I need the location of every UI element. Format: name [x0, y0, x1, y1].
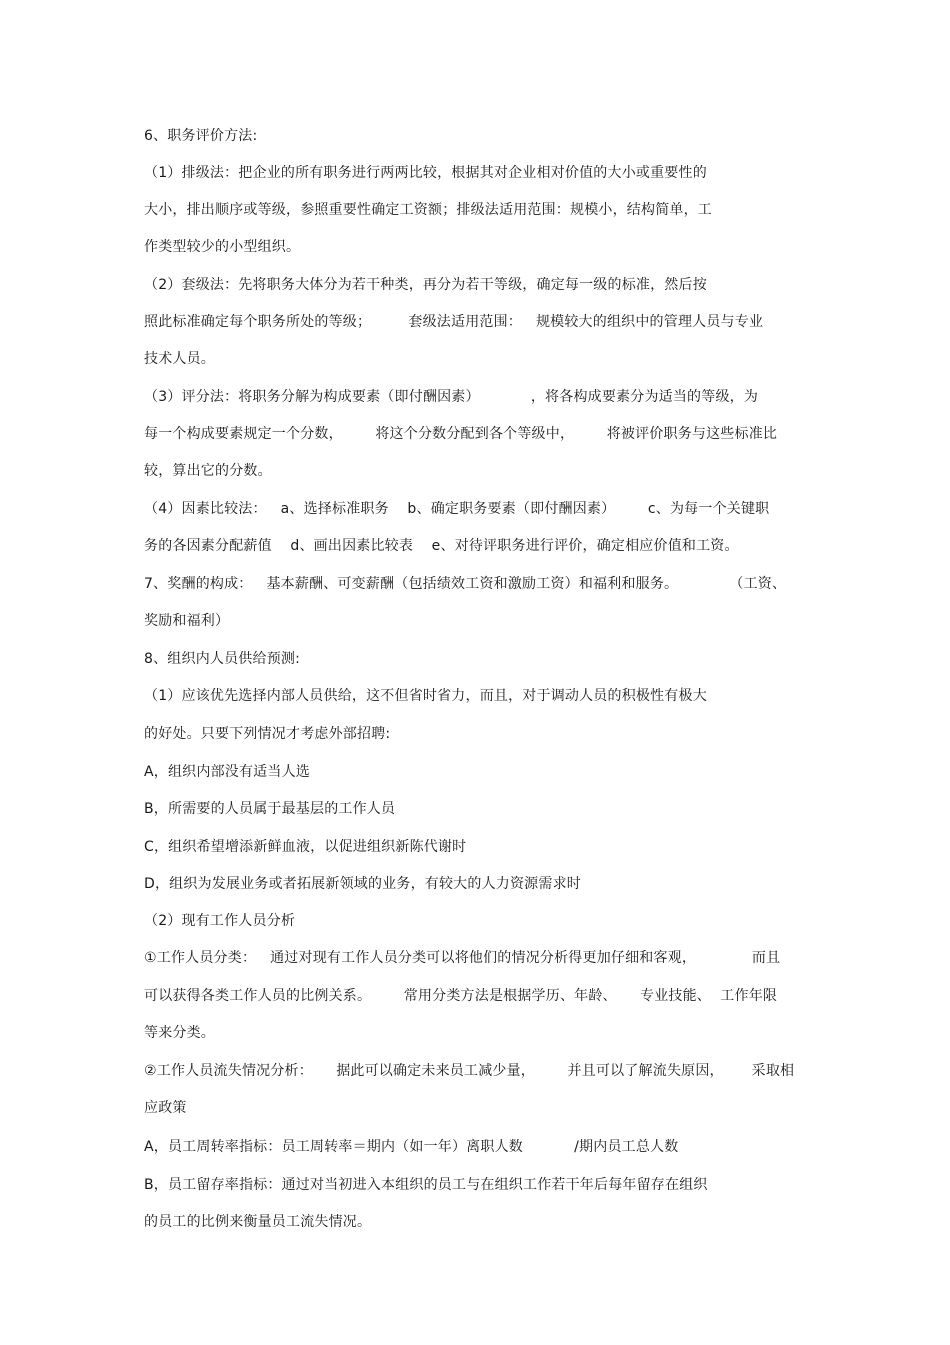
heading-supply-forecast: 8、组织内人员供给预测: — [144, 651, 301, 667]
paragraph-point-line-1: （3）评分法：将职务分解为构成要素（即付酬因素） ，将各构成要素分为适当的等级，为 — [144, 389, 759, 405]
paragraph-turnover-line-1: ②工作人员流失情况分析： 据此可以确定未来员工减少量， 并且可以了解流失原因， 采取相 — [144, 1063, 795, 1079]
list-item-retention-rate-line-2: 的员工的比例来衡量员工流失情况。 — [144, 1214, 372, 1230]
list-item-d: D，组织为发展业务或者拓展新领域的业务，有较大的人力资源需求时 — [144, 876, 581, 892]
paragraph-grading-line-1: （2）套级法：先将职务大体分为若干种类，再分为若干等级，确定每一级的标准，然后按 — [144, 277, 707, 293]
paragraph-internal-line-1: （1）应该优先选择内部人员供给，这不但省时省力，而且，对于调动人员的积极性有极大 — [144, 688, 707, 704]
paragraph-factor-line-2: 务的各因素分配薪值 d、画出因素比较表 e、对待评职务进行评价，确定相应价值和工资。 — [144, 538, 739, 554]
paragraph-ranking-line-2: 大小，排出顺序或等级，参照重要性确定工资额；排级法适用范围：规模小，结构简单，工 — [144, 202, 712, 218]
paragraph-ranking-line-3: 作类型较少的小型组织。 — [144, 239, 301, 255]
paragraph-grading-line-3: 技术人员。 — [144, 351, 215, 367]
list-item-retention-rate-line-1: B，员工留存率指标：通过对当初进入本组织的员工与在组织工作若干年后每年留存在组织 — [144, 1177, 708, 1193]
paragraph-classification-line-3: 等来分类。 — [144, 1025, 215, 1041]
subheading-staff-analysis: （2）现有工作人员分析 — [144, 913, 296, 929]
paragraph-internal-line-2: 的好处。只要下列情况才考虑外部招聘: — [144, 726, 391, 742]
list-item-b: B，所需要的人员属于最基层的工作人员 — [144, 801, 396, 817]
paragraph-reward-line-2: 奖励和福利） — [144, 613, 230, 629]
paragraph-ranking-line-1: （1）排级法：把企业的所有职务进行两两比较，根据其对企业相对价值的大小或重要性的 — [144, 165, 707, 181]
list-item-c: C，组织希望增添新鲜血液，以促进组织新陈代谢时 — [144, 839, 467, 855]
paragraph-point-line-2: 每一个构成要素规定一个分数， 将这个分数分配到各个等级中， 将被评价职务与这些标准比 — [144, 426, 778, 442]
list-item-turnover-rate: A，员工周转率指标：员工周转率＝期内（如一年）离职人数 /期内员工总人数 — [144, 1139, 679, 1155]
list-item-a: A，组织内部没有适当人选 — [144, 764, 310, 780]
paragraph-classification-line-1: ①工作人员分类： 通过对现有工作人员分类可以将他们的情况分析得更加仔细和客观， 而且 — [144, 950, 781, 966]
paragraph-classification-line-2: 可以获得各类工作人员的比例关系。 常用分类方法是根据学历、年龄、 专业技能、 工作年限 — [144, 988, 778, 1004]
paragraph-turnover-line-2: 应政策 — [144, 1100, 187, 1116]
heading-job-evaluation: 6、职务评价方法: — [144, 128, 258, 144]
paragraph-factor-line-1: （4）因素比较法： a、选择标准职务 b、确定职务要素（即付酬因素） c、为每一个关键职 — [144, 501, 770, 517]
paragraph-point-line-3: 较，算出它的分数。 — [144, 463, 272, 479]
paragraph-grading-line-2: 照此标准确定每个职务所处的等级； 套级法适用范围： 规模较大的组织中的管理人员与专业 — [144, 314, 764, 330]
paragraph-reward-line-1: 7、奖酬的构成： 基本薪酬、可变薪酬（包括绩效工资和激励工资）和福利和服务。 （工资、 — [144, 576, 787, 592]
